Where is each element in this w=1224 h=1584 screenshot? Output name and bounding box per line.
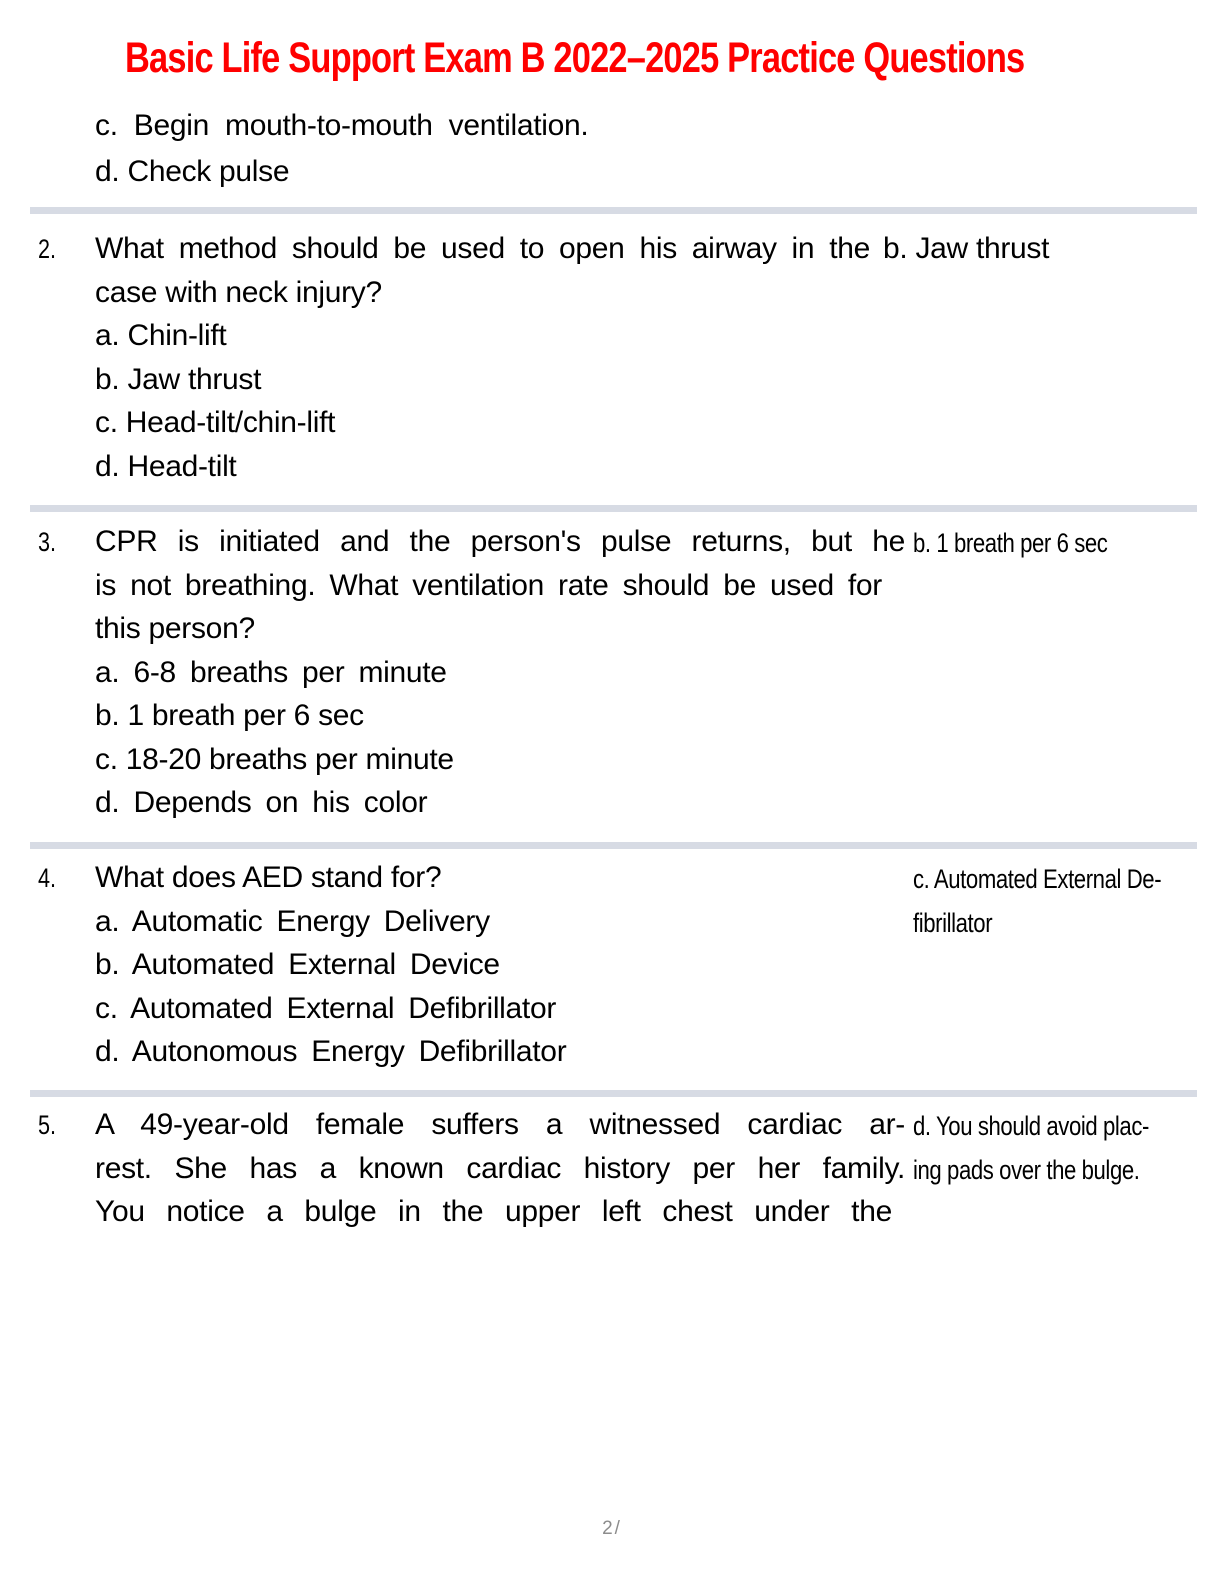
question-number: 3.	[38, 527, 57, 557]
answer-line: b. Jaw thrust	[883, 232, 1050, 265]
answer-q5	[913, 1105, 1149, 1192]
page-title: Basic Life Support Exam B 2022–2025 Practice Questions	[125, 34, 1025, 82]
option-line: b. Automated External Device	[95, 948, 500, 981]
question-line: this person?	[95, 612, 255, 645]
option-line: a. Chin-lift	[95, 319, 227, 352]
answer-line: fibrillator	[913, 907, 993, 938]
answer-line: b. 1 breath per 6 sec	[913, 528, 1108, 558]
answer-q3	[913, 522, 1107, 566]
option-line: d. Head-tilt	[95, 449, 237, 483]
answer-line: ing pads over the bulge.	[913, 1154, 1140, 1185]
question-line: What method should be used to open his airway in the	[95, 232, 870, 265]
option-line: b. 1 breath per 6 sec	[95, 699, 364, 732]
section-divider	[30, 505, 1197, 512]
option-line: c. Head-tilt/chin-lift	[95, 406, 336, 439]
question-line: is not breathing. What ventilation rate should be used for	[95, 568, 882, 602]
option-line: c. 18-20 breaths per minute	[95, 742, 454, 776]
question-number: 5.	[38, 1110, 57, 1140]
section-divider	[30, 842, 1197, 849]
option-line: d. Depends on his color	[95, 786, 428, 819]
question-line: rest. She has a known cardiac history per her family.	[95, 1151, 905, 1185]
option-line: d. Check pulse	[95, 154, 290, 188]
page-number: 2/	[602, 1518, 622, 1539]
answer-q2	[883, 227, 1049, 271]
answer-q4	[913, 858, 1161, 945]
option-line: c. Automated External Defibrillator	[95, 991, 557, 1025]
answer-line: d. You should avoid plac-	[913, 1111, 1149, 1141]
option-line: c. Begin mouth-to-mouth ventilation.	[95, 109, 589, 142]
question-line: You notice a bulge in the upper left chest under the	[95, 1195, 892, 1228]
option-line: d. Autonomous Energy Defibrillator	[95, 1035, 567, 1068]
question-number: 2.	[38, 234, 57, 264]
answer-line: c. Automated External De-	[913, 864, 1162, 894]
option-line: b. Jaw thrust	[95, 362, 262, 396]
question-line: A 49-year-old female suffers a witnessed cardiac ar-	[95, 1108, 905, 1141]
option-line: a. Automatic Energy Delivery	[95, 904, 490, 938]
option-line: a. 6-8 breaths per minute	[95, 655, 447, 689]
question-line: case with neck injury?	[95, 275, 382, 309]
question-line: What does AED stand for?	[95, 861, 442, 894]
section-divider	[30, 1090, 1197, 1097]
question-line: CPR is initiated and the person's pulse returns, but he	[95, 525, 905, 558]
question-number: 4.	[38, 863, 57, 893]
section-divider	[30, 207, 1197, 214]
